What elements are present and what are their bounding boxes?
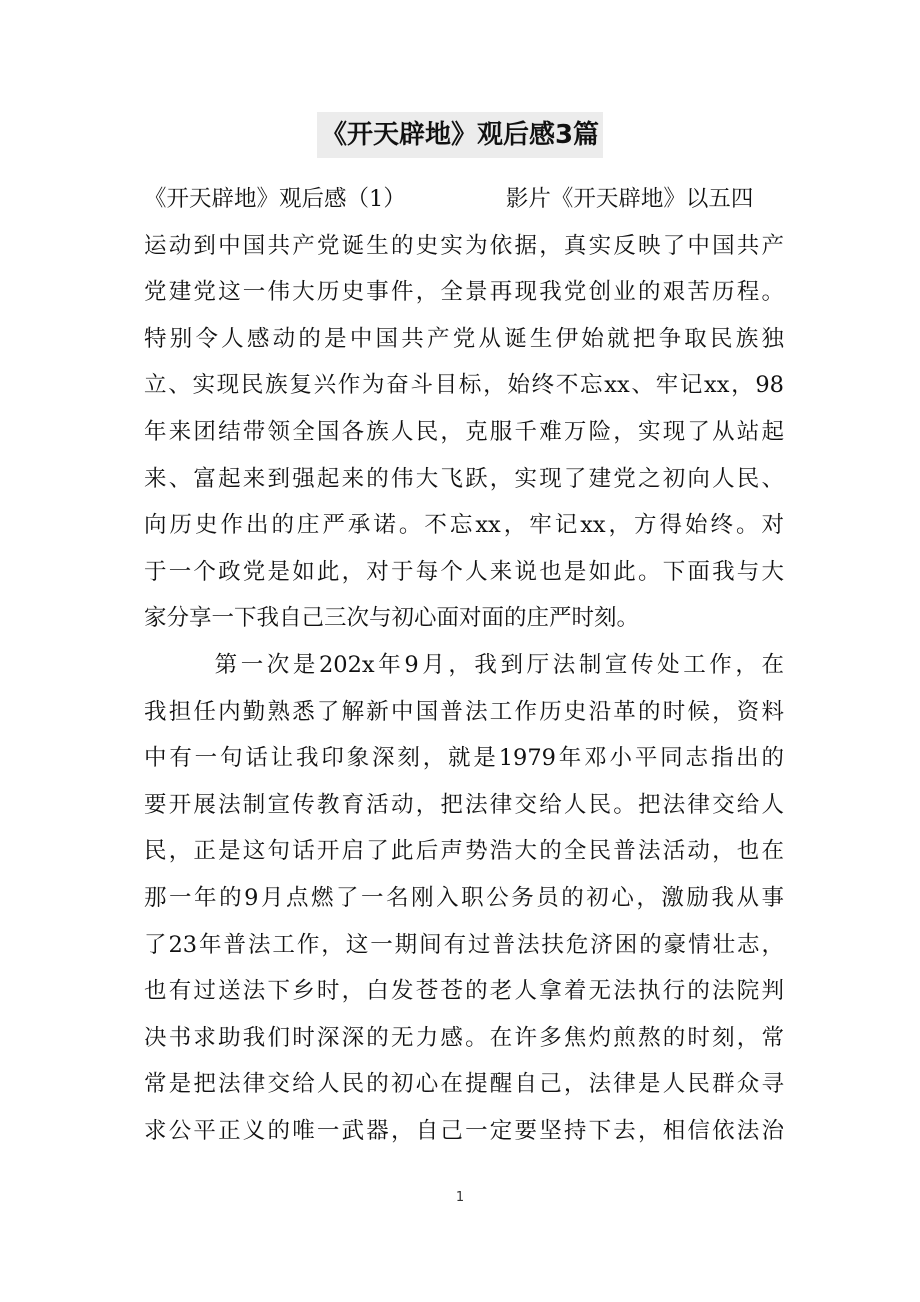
text-line: 了23年普法工作，这一期间有过普法扶危济困的豪情壮志， — [144, 931, 784, 958]
text-line: 年来团结带领全国各族人民，克服千难万险，实现了从站起 — [144, 418, 784, 445]
text-line: 立、实现民族复兴作为奋斗目标，始终不忘xx、牢记xx，98 — [144, 372, 784, 399]
text-line: 要开展法制宣传教育活动，把法律交给人民。把法律交给人 — [144, 791, 784, 818]
text-line: 中有一句话让我印象深刻，就是1979年邓小平同志指出的 — [144, 745, 784, 772]
document-body — [144, 176, 784, 1154]
text-line: 特别令人感动的是中国共产党从诞生伊始就把争取民族独 — [144, 325, 784, 352]
paragraph-first-text: 第一次是202x年9月，我到厅法制宣传处工作，在 — [211, 651, 784, 678]
section-heading: 《开天辟地》观后感（1） — [144, 186, 406, 212]
text-line: 决书求助我们时深深的无力感。在许多焦灼煎熬的时刻，常 — [144, 1024, 784, 1051]
text-line: 家分享一下我自己三次与初心面对面的庄严时刻。 — [144, 605, 640, 632]
first-line — [144, 176, 784, 223]
text-line: 求公平正义的唯一武器，自己一定要坚持下去，相信依法治 — [144, 1117, 784, 1144]
text-line: 向历史作出的庄严承诺。不忘xx，牢记xx，方得始终。对 — [144, 512, 784, 539]
text-line: 运动到中国共产党诞生的史实为依据，真实反映了中国共产 — [144, 232, 784, 259]
document-title: 《开天辟地》观后感3篇 — [317, 112, 603, 158]
page-number: 1 — [455, 1190, 465, 1205]
text-line: 来、富起来到强起来的伟大飞跃，实现了建党之初向人民、 — [144, 465, 784, 492]
text-line: 也有过送法下乡时，白发苍苍的老人拿着无法执行的法院判 — [144, 978, 784, 1005]
title-block — [0, 112, 920, 158]
text-line: 于一个政党是如此，对于每个人来说也是如此。下面我与大 — [144, 558, 784, 585]
text-line: 我担任内勤熟悉了解新中国普法工作历史沿革的时候，资料 — [144, 698, 784, 725]
text-line: 党建党这一伟大历史事件，全景再现我党创业的艰苦历程。 — [144, 279, 784, 306]
text-line: 那一年的9月点燃了一名刚入职公务员的初心，激励我从事 — [144, 884, 784, 911]
paragraph-first-line — [144, 642, 784, 689]
text-line: 民，正是这句话开启了此后声势浩大的全民普法活动，也在 — [144, 838, 784, 865]
text-line: 常是把法律交给人民的初心在提醒自己，法律是人民群众寻 — [144, 1071, 784, 1098]
first-line-text: 影片《开天辟地》以五四 — [505, 186, 754, 212]
